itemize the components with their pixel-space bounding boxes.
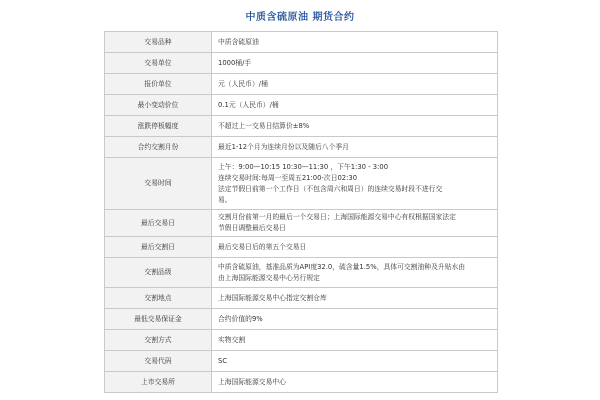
value-line: 上午：9:00—10:15 10:30—11:30 ，下午1:30 - 3:00: [218, 162, 389, 171]
row-label: 最小变动价位: [105, 95, 212, 116]
row-value: 实物交割: [212, 330, 498, 351]
row-value: 上海国际能源交易中心指定交割仓库: [212, 288, 498, 309]
table-row: [105, 95, 498, 116]
table-row: [105, 330, 498, 351]
contract-spec-table: [104, 31, 498, 393]
table-row: [105, 372, 498, 393]
value-line: 由上海国际能源交易中心另行规定: [218, 273, 320, 282]
table-row: [105, 237, 498, 258]
row-label: 交易品种: [105, 32, 212, 53]
page-title: 中质含硫原油 期货合约: [245, 12, 355, 23]
row-value: [212, 158, 498, 210]
value-line: 连续交易时间:每周一至周五21:00-次日02:30: [218, 173, 358, 182]
value-line: 交割月份前第一月的最后一个交易日；上海国际能源交易中心有权根据国家法定: [218, 213, 456, 221]
row-value: 0.1元（人民币）/桶: [212, 95, 498, 116]
table-row: [105, 258, 498, 288]
table-row: [105, 158, 498, 210]
row-value: 1000桶/手: [212, 53, 498, 74]
table-row: [105, 210, 498, 237]
table-row: [105, 53, 498, 74]
row-label: 交割方式: [105, 330, 212, 351]
row-label: 交割品级: [105, 258, 212, 288]
row-value: [212, 258, 498, 288]
table-row: [105, 309, 498, 330]
table-row: [105, 32, 498, 53]
table-row: [105, 137, 498, 158]
row-label: 最后交割日: [105, 237, 212, 258]
row-value: 元（人民币）/桶: [212, 74, 498, 95]
row-label: 涨跌停板幅度: [105, 116, 212, 137]
table-row: [105, 74, 498, 95]
row-value: 合约价值的9%: [212, 309, 498, 330]
row-label: 最低交易保证金: [105, 309, 212, 330]
row-value: 中质含硫原油: [212, 32, 498, 53]
row-label: 交易单位: [105, 53, 212, 74]
row-value: 不超过上一交易日结算价±8%: [212, 116, 498, 137]
value-line: 法定节假日前第一个工作日（不包含周六和周日）的连续交易时段不进行交: [218, 184, 443, 193]
row-label: 交易时间: [105, 158, 212, 210]
row-label: 交易代码: [105, 351, 212, 372]
row-value: 最近1-12个月为连续月份以及随后八个季月: [212, 137, 498, 158]
row-label: 上市交易所: [105, 372, 212, 393]
table-row: [105, 288, 498, 309]
row-label: 合约交割月份: [105, 137, 212, 158]
table-row: [105, 351, 498, 372]
value-line: 节假日调整最后交易日: [218, 224, 286, 232]
row-label: 最后交易日: [105, 210, 212, 237]
row-value: SC: [212, 351, 498, 372]
row-value: 上海国际能源交易中心: [212, 372, 498, 393]
value-line: 易。: [218, 195, 232, 204]
row-label: 报价单位: [105, 74, 212, 95]
value-line: 中质含硫原油，基准品质为API度32.0，硫含量1.5%，具体可交割油种及升贴水由: [218, 262, 466, 271]
row-value: 最后交易日后的第五个交易日: [212, 237, 498, 258]
table-row: [105, 116, 498, 137]
row-label: 交割地点: [105, 288, 212, 309]
row-value: [212, 210, 498, 237]
